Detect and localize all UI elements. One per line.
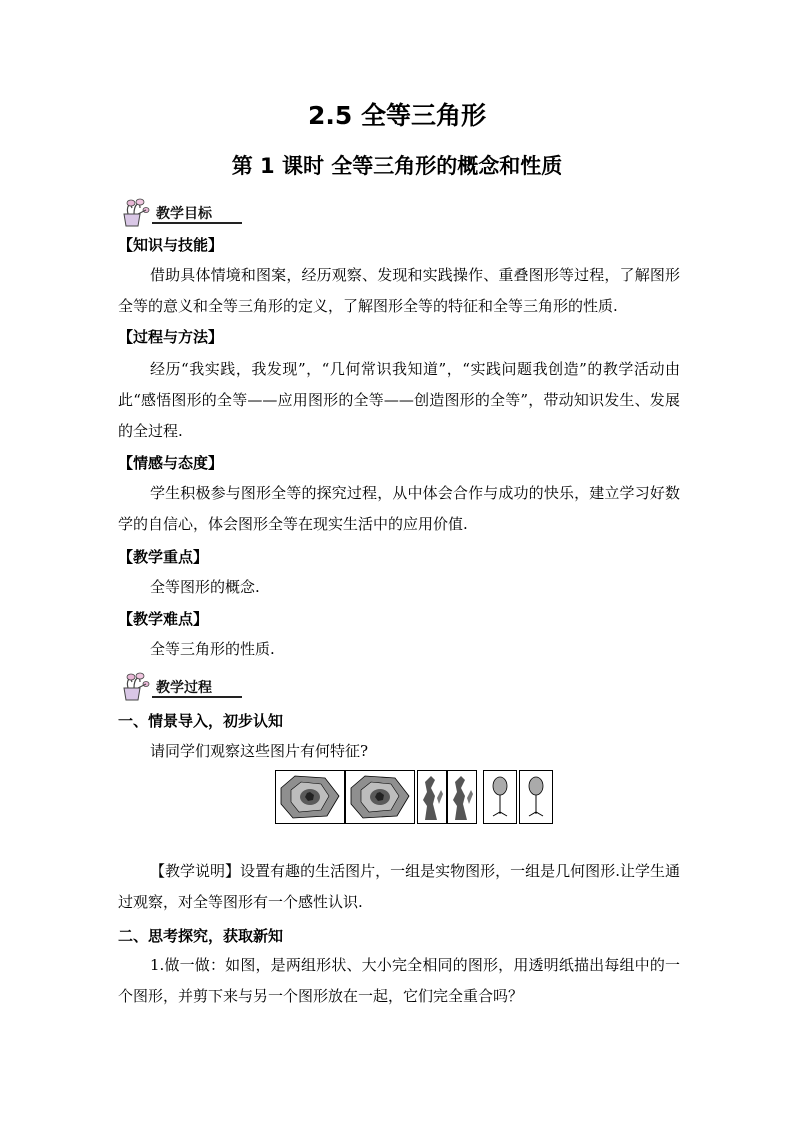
banner-label: 教学目标 bbox=[156, 206, 212, 222]
heading-emotion: 【情感与态度】 bbox=[118, 454, 224, 472]
lollipop-shape-1 bbox=[484, 771, 517, 824]
heading-difficulty: 【教学难点】 bbox=[118, 610, 209, 628]
banner-teaching-process bbox=[116, 670, 242, 702]
figure-shape-1 bbox=[418, 771, 447, 824]
banner-label: 教学过程 bbox=[156, 680, 212, 696]
text-difficulty: 全等三角形的性质. bbox=[150, 640, 275, 658]
page-subtitle: 第 1 课时 全等三角形的概念和性质 bbox=[231, 154, 563, 178]
text-teaching-note: 【教学说明】设置有趣的生活图片，一组是实物图形，一组是几何图形.让学生通过观察，对全等图形有一个感性认识. bbox=[118, 862, 680, 911]
page-title: 2.5 全等三角形 bbox=[308, 101, 486, 130]
congruent-shapes-figure bbox=[275, 770, 553, 824]
text-activity: 1.做一做：如图，是两组形状、大小完全相同的图形，用透明纸描出每组中的一个图形，并剪下来与另一个图形放在一起，它们完全重合吗？ bbox=[118, 956, 680, 1005]
banner-underline bbox=[152, 696, 242, 698]
flower-pot-icon bbox=[116, 196, 156, 228]
text-emotion: 学生积极参与图形全等的探究过程，从中体会合作与成功的快乐，建立学习好数学的自信心，体会图形全等在现实生活中的应用价值. bbox=[118, 484, 680, 533]
flower-pot-icon bbox=[116, 670, 156, 702]
hexagon-shape-2 bbox=[346, 771, 415, 824]
figure-shape-2 bbox=[448, 771, 477, 824]
section-heading-1: 一、情景导入，初步认知 bbox=[118, 712, 284, 730]
text-knowledge: 借助具体情境和图案，经历观察、发现和实践操作、重叠图形等过程，了解图形全等的意义和全等三角形的定义，了解图形全等的特征和全等三角形的性质. bbox=[118, 266, 680, 315]
lollipop-shape-2 bbox=[520, 771, 553, 824]
text-key-point: 全等图形的概念. bbox=[150, 578, 260, 596]
text-question: 请同学们观察这些图片有何特征? bbox=[150, 742, 369, 760]
text-method: 经历“我实践，我发现”，“几何常识我知道”，“实践问题我创造”的教学活动由此“感悟图形的全等——应用图形的全等——创造图形的全等”，带动知识发生、发展的全过程. bbox=[118, 360, 680, 440]
banner-teaching-goals bbox=[116, 196, 242, 228]
heading-key-point: 【教学重点】 bbox=[118, 548, 209, 566]
hexagon-shape-1 bbox=[276, 771, 345, 824]
section-heading-2: 二、思考探究，获取新知 bbox=[118, 927, 284, 945]
banner-underline bbox=[152, 222, 242, 224]
heading-knowledge: 【知识与技能】 bbox=[118, 236, 224, 254]
heading-method: 【过程与方法】 bbox=[118, 328, 224, 346]
